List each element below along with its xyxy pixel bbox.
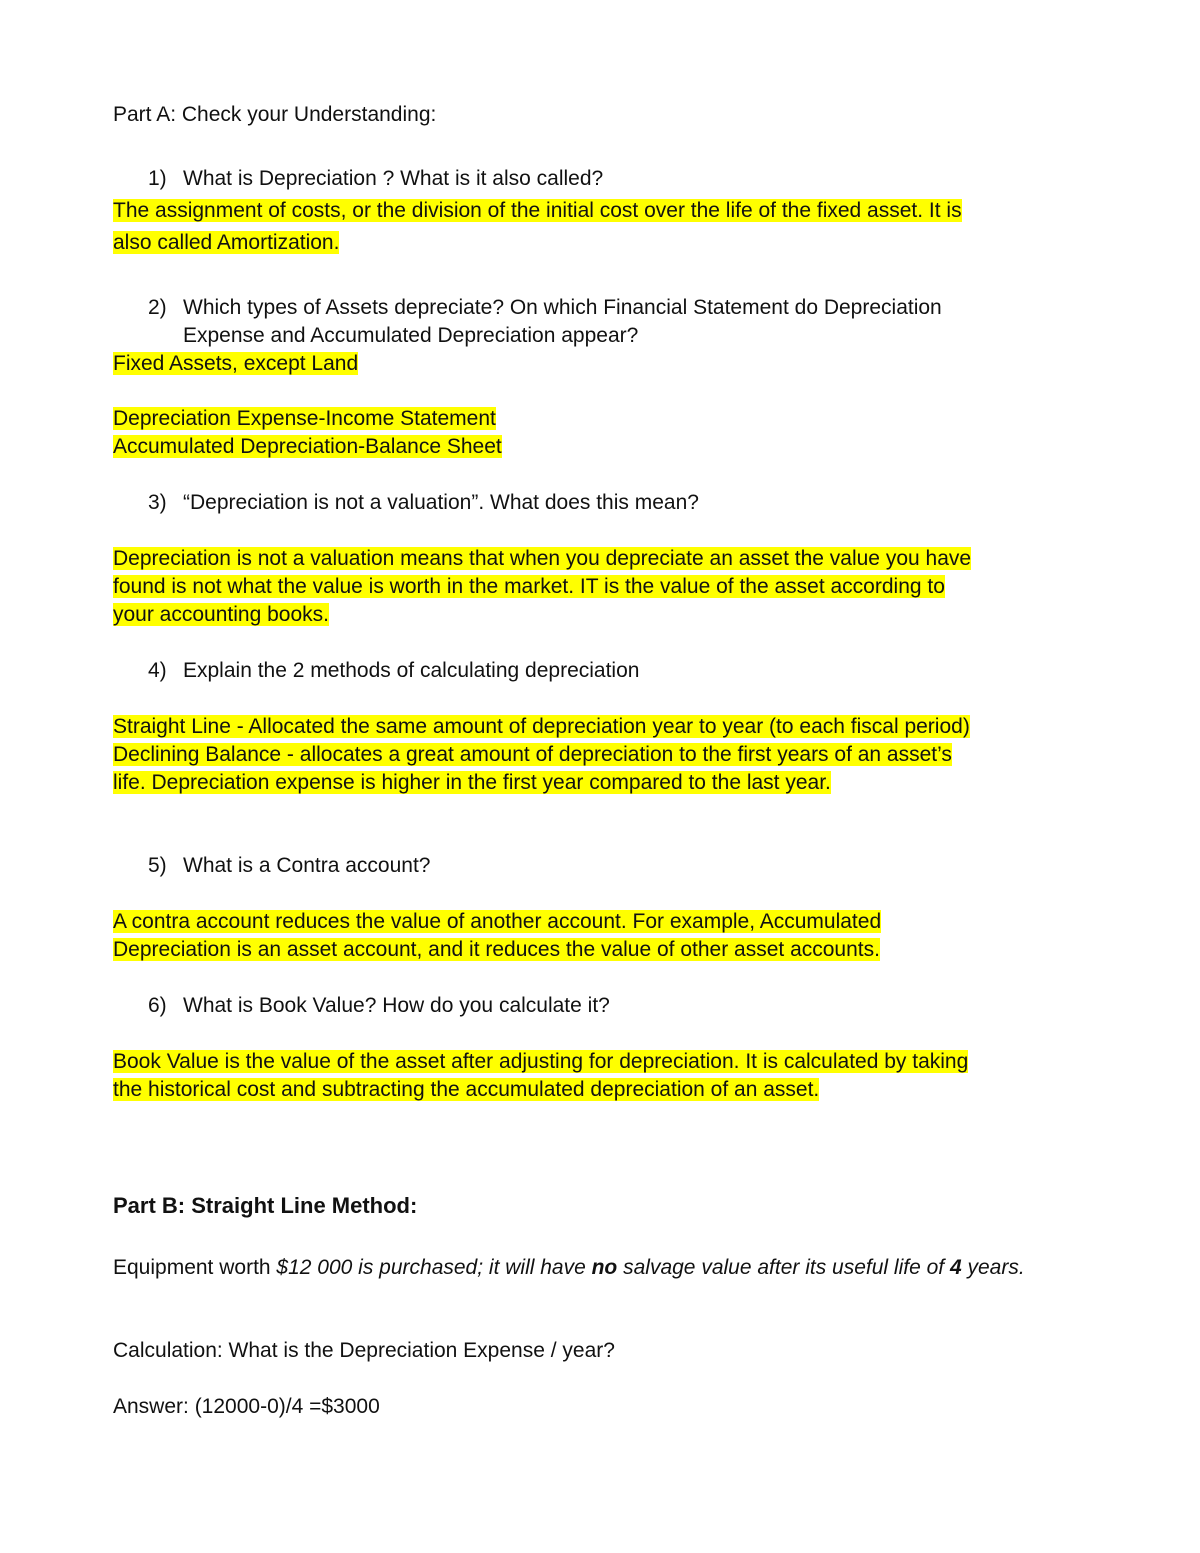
answer-highlight: The assignment of costs, or the division of the initial cost over the life of the fixed asset. It is: [113, 199, 962, 222]
answer-highlight: Book Value is the value of the asset after adjusting for depreciation. It is calculated by taking: [113, 1050, 969, 1073]
answer-1-line-1: [113, 197, 962, 225]
answer-highlight: Straight Line - Allocated the same amount of depreciation year to year (to each fiscal period): [113, 715, 970, 738]
question-1: [148, 165, 603, 193]
answer-highlight: your accounting books.: [113, 603, 329, 626]
answer-5-line-1: [113, 908, 881, 936]
answer-4-line-2: [113, 741, 952, 769]
question-text: Explain the 2 methods of calculating depreciation: [183, 659, 640, 682]
answer-1-line-2: [113, 229, 339, 257]
answer-2-line-3: [113, 433, 502, 461]
answer-3-line-2: [113, 573, 945, 601]
answer-6-line-2: [113, 1076, 819, 1104]
question-number: 3): [148, 491, 167, 514]
question-3: [148, 489, 699, 517]
problem-text-italic: years.: [961, 1256, 1025, 1279]
problem-text: Equipment worth: [113, 1256, 277, 1279]
question-5: [148, 852, 430, 880]
question-text: What is Book Value? How do you calculate it?: [183, 994, 610, 1017]
part-b-calculation: Calculation: What is the Depreciation Expense / year?: [113, 1339, 615, 1362]
answer-highlight: Depreciation Expense-Income Statement: [113, 407, 496, 430]
question-text: What is Depreciation ? What is it also called?: [183, 167, 604, 190]
answer-5-line-2: [113, 936, 880, 964]
answer-2-line-2: [113, 405, 496, 433]
question-text: Which types of Assets depreciate? On which Financial Statement do Depreciation: [183, 296, 942, 319]
part-a-title: Part A: Check your Understanding:: [113, 103, 437, 126]
answer-highlight: Accumulated Depreciation-Balance Sheet: [113, 435, 502, 458]
answer-highlight: Depreciation is an asset account, and it reduces the value of other asset accounts.: [113, 938, 880, 961]
answer-3-line-1: [113, 545, 971, 573]
part-b-title: Part B: Straight Line Method:: [113, 1193, 418, 1218]
answer-highlight: found is not what the value is worth in the market. IT is the value of the asset according to: [113, 575, 945, 598]
answer-highlight: life. Depreciation expense is higher in the first year compared to the last year.: [113, 771, 831, 794]
answer-4-line-1: [113, 713, 970, 741]
question-number: 2): [148, 296, 167, 319]
answer-2-line-1: [113, 350, 358, 378]
answer-highlight: also called Amortization.: [113, 231, 340, 254]
answer-highlight: Declining Balance - allocates a great amount of depreciation to the first years of an asset’s: [113, 743, 952, 766]
problem-text-emphasis: 4: [949, 1256, 962, 1279]
question-text: “Depreciation is not a valuation”. What does this mean?: [183, 491, 699, 514]
part-b-answer: Answer: (12000-0)/4 =$3000: [113, 1395, 380, 1418]
answer-highlight: A contra account reduces the value of another account. For example, Accumulated: [113, 910, 882, 933]
problem-text-emphasis: no: [591, 1256, 618, 1279]
answer-highlight: Depreciation is not a valuation means that when you depreciate an asset the value you have: [113, 547, 972, 570]
problem-text-italic: salvage value after its useful life of: [617, 1256, 950, 1279]
problem-text-italic: $12 000 is purchased; it will have: [276, 1256, 592, 1279]
part-b-problem: [113, 1254, 1025, 1282]
answer-6-line-1: [113, 1048, 968, 1076]
answer-4-line-3: [113, 769, 831, 797]
question-number: 5): [148, 854, 167, 877]
question-6: [148, 992, 610, 1020]
question-4: [148, 657, 639, 685]
answer-highlight: the historical cost and subtracting the accumulated depreciation of an asset.: [113, 1078, 820, 1101]
question-number: 4): [148, 659, 167, 682]
answer-highlight: Fixed Assets, except Land: [113, 352, 359, 375]
question-2: [148, 294, 942, 322]
question-number: 6): [148, 994, 167, 1017]
answer-3-line-3: [113, 601, 329, 629]
question-number: 1): [148, 167, 167, 190]
question-2-line-2: Expense and Accumulated Depreciation appear?: [183, 324, 639, 347]
question-text: What is a Contra account?: [183, 854, 431, 877]
